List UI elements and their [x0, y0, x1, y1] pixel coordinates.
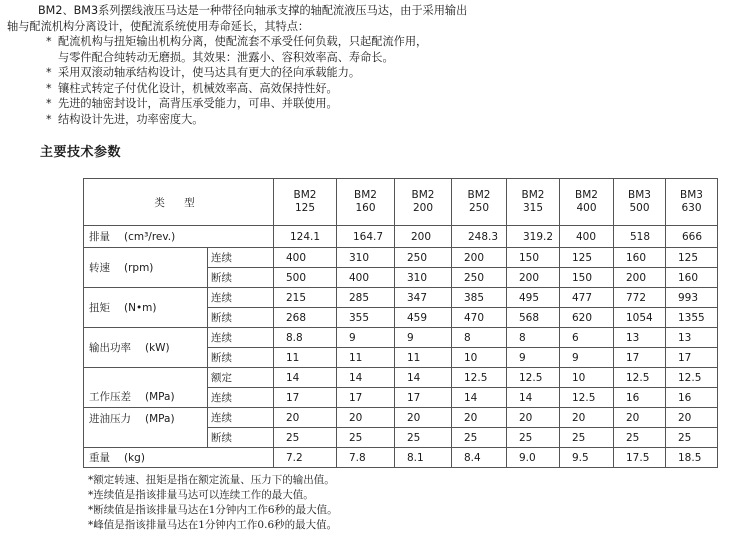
row-sublabel: 连续	[208, 388, 274, 408]
model-header: BM2 200	[395, 179, 452, 226]
table-cell: 9	[507, 348, 560, 368]
row-label: 排量 (cm³/rev.)	[84, 226, 274, 248]
table-cell: 18.5	[666, 448, 718, 468]
model-header: BM3 500	[614, 179, 666, 226]
feature-continuation: 与零件配合纯转动无磨损。其效果：泄露小、容积效率高、寿命长。	[58, 50, 394, 64]
table-cell: 9.5	[560, 448, 614, 468]
table-cell: 20	[274, 408, 337, 428]
table-cell: 6	[560, 328, 614, 348]
table-cell: 25	[560, 428, 614, 448]
table-cell: 13	[614, 328, 666, 348]
table-cell: 248.3	[452, 226, 507, 248]
table-cell: 200	[452, 248, 507, 268]
footnote: *断续值是指该排量马达在1分钟内工作6秒的最大值。	[88, 504, 338, 516]
table-cell: 250	[452, 268, 507, 288]
table-cell: 9	[560, 348, 614, 368]
table-cell: 200	[395, 226, 452, 248]
row-sublabel: 连续	[208, 408, 274, 428]
table-cell: 11	[337, 348, 395, 368]
table-cell: 12.5	[560, 388, 614, 408]
table-cell: 666	[666, 226, 718, 248]
table-cell: 14	[395, 368, 452, 388]
row-label: 扭矩 (N•m)	[84, 288, 208, 328]
table-cell: 16	[614, 388, 666, 408]
model-header: BM2 315	[507, 179, 560, 226]
table-cell: 20	[507, 408, 560, 428]
feature-text: 结构设计先进，功率密度大。	[58, 112, 204, 126]
table-cell: 20	[452, 408, 507, 428]
model-header: BM3 630	[666, 179, 718, 226]
intro-line-2: 轴与配流机构分离设计，使配流系统使用寿命延长，其特点：	[7, 19, 310, 33]
table-cell: 125	[666, 248, 718, 268]
type-header: 类 型	[84, 179, 274, 226]
row-label: 输出功率 (kW)	[84, 328, 208, 368]
table-row-inlet-pressure	[84, 408, 718, 428]
model-header: BM2 160	[337, 179, 395, 226]
intro-line-1: BM2、BM3系列摆线液压马达是一种带径向轴承支撑的轴配流液压马达，由于采用输出	[38, 4, 468, 17]
table-cell: 200	[507, 268, 560, 288]
table-row-pressure-diff	[84, 368, 718, 388]
spec-table	[83, 178, 718, 468]
row-label: 转速 (rpm)	[84, 248, 208, 288]
table-cell: 20	[560, 408, 614, 428]
table-cell: 285	[337, 288, 395, 308]
table-cell: 9	[395, 328, 452, 348]
table-cell: 13	[666, 328, 718, 348]
table-cell: 16	[666, 388, 718, 408]
table-cell: 347	[395, 288, 452, 308]
table-cell: 620	[560, 308, 614, 328]
table-cell: 25	[452, 428, 507, 448]
row-sublabel: 断续	[208, 268, 274, 288]
table-cell: 215	[274, 288, 337, 308]
footnote: *连续值是指该排量马达可以连续工作的最大值。	[88, 489, 314, 501]
row-sublabel: 额定	[208, 368, 274, 388]
feature-text: 采用双滚动轴承结构设计，使马达具有更大的径向承载能力。	[58, 66, 361, 79]
row-label: 进油压力 (MPa)	[84, 408, 208, 448]
model-header: BM2 400	[560, 179, 614, 226]
model-header: BM2 250	[452, 179, 507, 226]
table-row-power	[84, 328, 718, 348]
table-cell: 319.2	[507, 226, 560, 248]
row-sublabel: 断续	[208, 348, 274, 368]
table-cell: 200	[614, 268, 666, 288]
table-cell: 10	[452, 348, 507, 368]
table-cell: 25	[666, 428, 718, 448]
table-cell: 150	[560, 268, 614, 288]
table-cell: 12.5	[614, 368, 666, 388]
table-cell: 25	[614, 428, 666, 448]
table-cell: 164.7	[337, 226, 395, 248]
table-cell: 20	[395, 408, 452, 428]
feature-text: 镶柱式转定子付优化设计，机械效率高、高效保持性好。	[58, 81, 338, 95]
row-label: 重量 (kg)	[84, 448, 274, 468]
bullet-star-icon: *	[46, 35, 52, 48]
table-cell: 268	[274, 308, 337, 328]
table-cell: 459	[395, 308, 452, 328]
table-header-row	[84, 179, 718, 226]
table-cell: 12.5	[452, 368, 507, 388]
table-cell: 14	[452, 388, 507, 408]
bullet-star-icon: *	[46, 81, 52, 95]
footnotes	[88, 473, 338, 533]
table-cell: 11	[395, 348, 452, 368]
footnote: *峰值是指该排量马达在1分钟内工作0.6秒的最大值。	[88, 519, 338, 531]
section-heading: 主要技术参数	[40, 145, 122, 160]
table-cell: 12.5	[666, 368, 718, 388]
table-cell: 14	[507, 388, 560, 408]
feature-bullet	[0, 112, 736, 128]
table-cell: 8.1	[395, 448, 452, 468]
bullet-star-icon: *	[46, 97, 52, 110]
feature-bullet	[0, 34, 736, 50]
table-cell: 160	[614, 248, 666, 268]
table-cell: 25	[274, 428, 337, 448]
table-cell: 11	[274, 348, 337, 368]
table-row-displacement	[84, 226, 718, 248]
table-cell: 160	[666, 268, 718, 288]
table-row-torque	[84, 288, 718, 308]
table-cell: 8.4	[452, 448, 507, 468]
table-cell: 495	[507, 288, 560, 308]
table-cell: 400	[274, 248, 337, 268]
table-cell: 1054	[614, 308, 666, 328]
table-cell: 8	[452, 328, 507, 348]
feature-bullet	[0, 65, 736, 81]
table-cell: 12.5	[507, 368, 560, 388]
table-cell: 400	[337, 268, 395, 288]
table-cell: 10	[560, 368, 614, 388]
table-cell: 9.0	[507, 448, 560, 468]
table-cell: 25	[507, 428, 560, 448]
table-cell: 250	[395, 248, 452, 268]
table-cell: 1355	[666, 308, 718, 328]
table-cell: 125	[560, 248, 614, 268]
table-cell: 772	[614, 288, 666, 308]
table-cell: 9	[337, 328, 395, 348]
row-sublabel: 连续	[208, 248, 274, 268]
table-cell: 20	[337, 408, 395, 428]
table-cell: 310	[337, 248, 395, 268]
table-cell: 8.8	[274, 328, 337, 348]
table-cell: 7.2	[274, 448, 337, 468]
table-cell: 14	[337, 368, 395, 388]
table-cell: 25	[337, 428, 395, 448]
table-cell: 124.1	[274, 226, 337, 248]
table-cell: 355	[337, 308, 395, 328]
table-cell: 400	[560, 226, 614, 248]
table-cell: 310	[395, 268, 452, 288]
table-cell: 17	[614, 348, 666, 368]
bullet-star-icon: *	[46, 112, 52, 126]
table-cell: 20	[666, 408, 718, 428]
table-cell: 477	[560, 288, 614, 308]
table-cell: 518	[614, 226, 666, 248]
table-cell: 25	[395, 428, 452, 448]
row-sublabel: 断续	[208, 308, 274, 328]
table-row-speed	[84, 248, 718, 268]
table-cell: 17	[337, 388, 395, 408]
feature-bullet	[0, 96, 736, 112]
table-cell: 7.8	[337, 448, 395, 468]
table-cell: 568	[507, 308, 560, 328]
bullet-star-icon: *	[46, 66, 52, 79]
table-cell: 14	[274, 368, 337, 388]
row-sublabel: 连续	[208, 288, 274, 308]
feature-bullet	[0, 81, 736, 97]
table-cell: 20	[614, 408, 666, 428]
table-cell: 385	[452, 288, 507, 308]
table-cell: 993	[666, 288, 718, 308]
intro-paragraph	[0, 3, 736, 127]
table-cell: 500	[274, 268, 337, 288]
table-cell: 17	[274, 388, 337, 408]
table-cell: 17	[666, 348, 718, 368]
row-sublabel: 断续	[208, 428, 274, 448]
table-cell: 8	[507, 328, 560, 348]
table-row-weight	[84, 448, 718, 468]
row-sublabel: 连续	[208, 328, 274, 348]
feature-text: 先进的轴密封设计，高背压承受能力，可串、并联使用。	[58, 97, 338, 110]
model-header: BM2 125	[274, 179, 337, 226]
table-cell: 17	[395, 388, 452, 408]
table-cell: 17.5	[614, 448, 666, 468]
row-label: 工作压差 (MPa)	[84, 368, 208, 408]
table-cell: 150	[507, 248, 560, 268]
feature-text: 配流机构与扭矩输出机构分离，使配流套不承受任何负载，只起配流作用，	[58, 35, 428, 48]
footnote: *额定转速、扭矩是指在额定流量、压力下的输出值。	[88, 474, 335, 486]
table-cell: 470	[452, 308, 507, 328]
